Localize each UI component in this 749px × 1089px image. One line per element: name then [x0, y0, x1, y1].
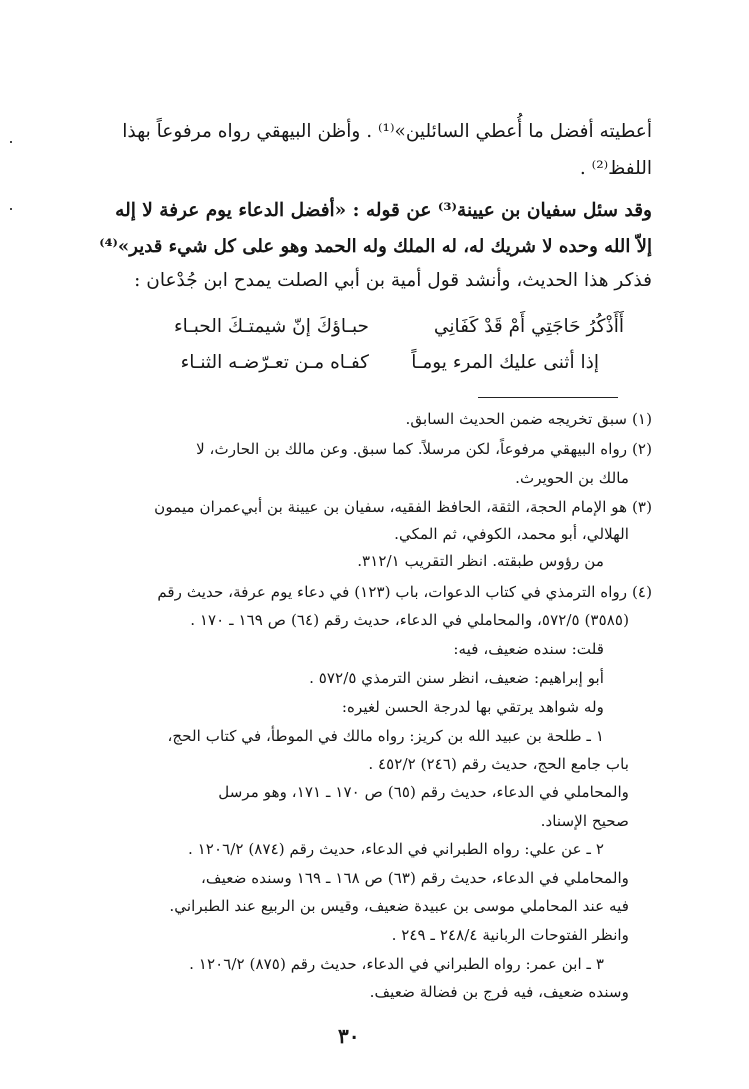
scan-speck: [10, 141, 12, 143]
poem-verse-1-first-hemistich: أَأَذْكُرُ حَاجَتِي أَمْ قَدْ كَفَانِي: [433, 316, 624, 337]
scan-speck: [10, 208, 12, 210]
footnote-4-line-5: وله شواهد يرتقي بها لدرجة الحسن لغيره:: [341, 698, 604, 716]
footnote-4-line-13: وانظر الفتوحات الربانية ٢٤٨/٤ ـ ٢٤٩ .: [391, 926, 629, 944]
body-line-4: إلاّ الله وحده لا شريك له، له الملك وله الحمد وهو على كل شيء قدير»⁽⁴⁾: [99, 236, 652, 257]
footnote-1: (١) سبق تخريجه ضمن الحديث السابق.: [405, 410, 652, 428]
page-number: ٣٠: [338, 1024, 360, 1048]
footnote-4-line-11: والمحاملي في الدعاء، حديث رقم (٦٣) ص ١٦٨ ـ ١٦٩ وسنده ضعيف،: [201, 869, 629, 887]
footnote-4-line-6: ١ ـ طلحة بن عبيد الله بن كريز: رواه مالك في الموطأ، في كتاب الحج،: [167, 727, 604, 745]
footnote-3-line-3: من رؤوس طبقته. انظر التقريب ٣١٢/١.: [357, 552, 604, 570]
footnote-4-line-14: ٣ ـ ابن عمر: رواه الطبراني في الدعاء، حديث رقم (٨٧٥) ١٢٠٦/٢ .: [189, 955, 604, 973]
poem-verse-1-second-hemistich: حبـاؤكَ إنّ شيمتـكَ الحبـاء: [173, 316, 369, 337]
body-line-3: وقد سئل سفيان بن عيينة⁽³⁾ عن قوله : «أفضل الدعاء يوم عرفة لا إله: [115, 200, 652, 221]
footnote-4-line-15: وسنده ضعيف، فيه فرج بن فضالة ضعيف.: [369, 983, 629, 1001]
footnote-separator: [478, 397, 618, 398]
footnote-3-line-1: (٣) هو الإمام الحجة، الثقة، الحافظ الفقيه، سفيان بن عيينة بن أبي‌عمران ميمون: [154, 498, 652, 516]
footnote-4-line-12: فيه عند المحاملي موسى بن عبيدة ضعيف، وقيس بن الربيع عند الطبراني.: [169, 897, 629, 915]
footnote-3-line-2: الهلالي، أبو محمد، الكوفي، ثم المكي.: [394, 525, 629, 543]
footnote-2-line-1: (٢) رواه البيهقي مرفوعاً، لكن مرسلاً. كما سبق. وعن مالك بن الحارث، لا: [196, 440, 652, 458]
body-line-2: اللفظ⁽²⁾ .: [579, 158, 652, 179]
poem-verse-2-second-hemistich: كفـاه مـن تعـرّضـه الثنـاء: [180, 352, 369, 373]
footnote-4-line-8: والمحاملي في الدعاء، حديث رقم (٦٥) ص ١٧٠ ـ ١٧١، وهو مرسل: [218, 783, 629, 801]
poem-verse-2-first-hemistich: إذا أثنى عليك المرء يومـاً: [411, 352, 599, 373]
footnote-4-line-7: باب جامع الحج، حديث رقم (٢٤٦) ٤٥٢/٢ .: [368, 755, 629, 773]
footnote-4-line-3: قلت: سنده ضعيف، فيه:: [453, 640, 604, 658]
footnote-4-line-4: أبو إبراهيم: ضعيف، انظر سنن الترمذي ٥٧٢/٥ .: [309, 669, 604, 687]
footnote-2-line-2: مالك بن الحويرث.: [515, 469, 629, 487]
footnote-4-line-9: صحيح الإسناد.: [540, 812, 629, 830]
footnote-4-line-2: (٣٥٨٥) ٥٧٢/٥، والمحاملي في الدعاء، حديث رقم (٦٤) ص ١٦٩ ـ ١٧٠ .: [190, 611, 629, 629]
footnote-4-line-1: (٤) رواه الترمذي في كتاب الدعوات، باب (١٢٣) في دعاء يوم عرفة، حديث رقم: [157, 583, 652, 601]
body-line-1: أعطيته أفضل ما أُعطي السائلين»⁽¹⁾ . وأظن البيهقي رواه مرفوعاً بهذا: [122, 121, 652, 142]
footnote-4-line-10: ٢ ـ عن علي: رواه الطبراني في الدعاء، حديث رقم (٨٧٤) ١٢٠٦/٢ .: [187, 840, 604, 858]
body-line-5: فذكر هذا الحديث، وأنشد قول أمية بن أبي الصلت يمدح ابن جُدْعان :: [134, 270, 652, 291]
